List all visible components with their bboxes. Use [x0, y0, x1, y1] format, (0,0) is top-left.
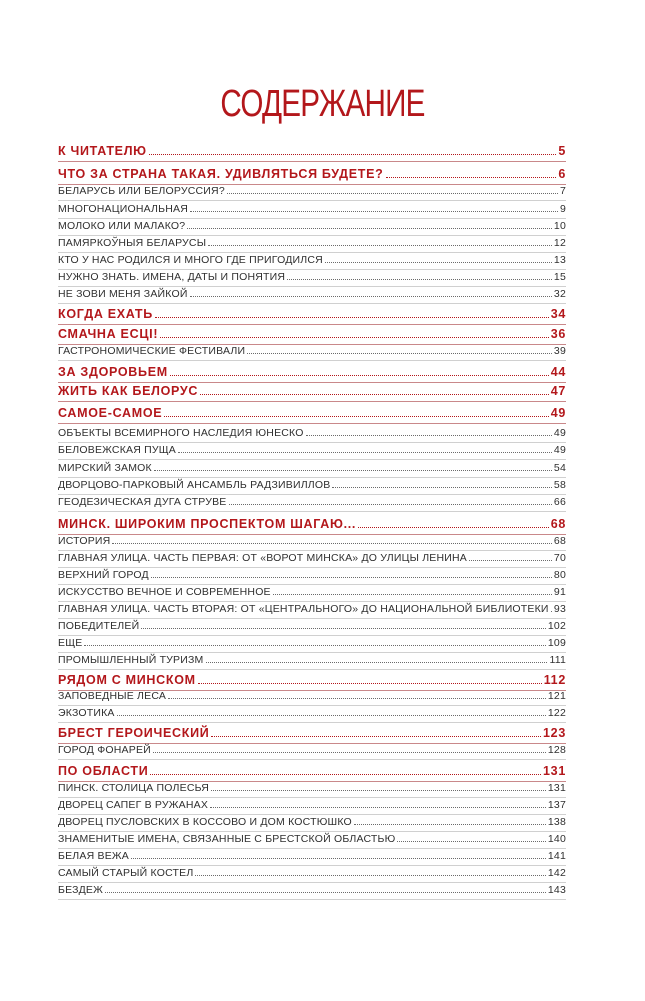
- dot-leader: [153, 752, 546, 753]
- entry-title: ДВОРЦОВО-ПАРКОВЫЙ АНСАМБЛЬ РАДЗИВИЛЛОВ: [58, 479, 331, 491]
- dot-leader: [178, 452, 552, 453]
- entry-title: ГЛАВНАЯ УЛИЦА. ЧАСТЬ ВТОРАЯ: ОТ «ЦЕНТРАЛЬНОГО» ДО НАЦИОНАЛЬНОЙ БИБЛИОТЕКИ: [58, 603, 549, 615]
- entry-page-number: 12: [553, 237, 566, 249]
- dot-leader: [397, 841, 545, 842]
- entry-page-number: 66: [553, 496, 566, 508]
- toc-subsection-entry[interactable]: [58, 744, 566, 756]
- toc-subsection-entry[interactable]: [58, 220, 566, 232]
- entry-title: ЖИТЬ КАК БЕЛОРУС: [58, 384, 199, 398]
- row-divider: [58, 269, 566, 270]
- row-divider: [58, 477, 566, 478]
- toc-subsection-entry[interactable]: [58, 799, 566, 811]
- dot-leader: [332, 487, 551, 488]
- row-divider: [58, 286, 566, 287]
- row-divider: [58, 601, 566, 602]
- dot-leader: [105, 892, 546, 893]
- dot-leader: [208, 245, 552, 246]
- dot-leader: [325, 262, 552, 263]
- dot-leader: [306, 435, 552, 436]
- toc-section-entry[interactable]: [58, 167, 566, 181]
- dot-leader: [273, 594, 552, 595]
- entry-title: ЕЩЕ: [58, 637, 83, 649]
- toc-subsection-entry[interactable]: [58, 254, 566, 266]
- entry-page-number: 102: [547, 620, 566, 632]
- entry-page-number: 15: [553, 271, 566, 283]
- entry-page-number: 140: [547, 833, 566, 845]
- entry-title: ЭКЗОТИКА: [58, 707, 115, 719]
- entry-title: САМЫЙ СТАРЫЙ КОСТЕЛ: [58, 867, 194, 879]
- entry-page-number: 49: [550, 406, 566, 420]
- dot-leader: [168, 698, 546, 699]
- row-divider: [58, 161, 566, 162]
- dot-leader: [551, 611, 552, 612]
- toc-subsection-entry[interactable]: [58, 444, 566, 456]
- entry-page-number: 32: [553, 288, 566, 300]
- toc-subsection-entry[interactable]: [58, 552, 566, 564]
- toc-section-entry[interactable]: [58, 517, 566, 531]
- entry-page-number: 68: [550, 517, 566, 531]
- entry-title: ГЕОДЕЗИЧЕСКАЯ ДУГА СТРУВЕ: [58, 496, 227, 508]
- row-divider: [58, 200, 566, 201]
- entry-page-number: 123: [543, 726, 566, 740]
- dot-leader: [150, 774, 541, 775]
- toc-subsection-entry[interactable]: [58, 479, 566, 491]
- row-divider: [58, 848, 566, 849]
- entry-title: БРЕСТ ГЕРОИЧЕСКИЙ: [58, 726, 210, 740]
- entry-page-number: 36: [550, 327, 566, 341]
- dot-leader: [200, 394, 549, 395]
- dot-leader: [190, 211, 558, 212]
- entry-title: К ЧИТАТЕЛЮ: [58, 144, 147, 158]
- entry-title: БЕЛОВЕЖСКАЯ ПУЩА: [58, 444, 177, 456]
- entry-title: НУЖНО ЗНАТЬ. ИМЕНА, ДАТЫ И ПОНЯТИЯ: [58, 271, 286, 283]
- entry-page-number: 138: [547, 816, 566, 828]
- dot-leader: [187, 228, 552, 229]
- entry-title: ГАСТРОНОМИЧЕСКИЕ ФЕСТИВАЛИ: [58, 345, 246, 357]
- dot-leader: [190, 296, 552, 297]
- toc-subsection-entry[interactable]: [58, 288, 566, 300]
- entry-page-number: 143: [547, 884, 566, 896]
- row-divider: [58, 252, 566, 253]
- entry-title: ИСКУССТВО ВЕЧНОЕ И СОВРЕМЕННОЕ: [58, 586, 271, 598]
- dot-leader: [112, 543, 551, 544]
- toc-section-entry[interactable]: [58, 384, 566, 398]
- row-divider: [58, 382, 566, 383]
- entry-page-number: 39: [553, 345, 566, 357]
- entry-title: ИСТОРИЯ: [58, 535, 111, 547]
- toc-subsection-entry[interactable]: [58, 637, 566, 649]
- entry-title: ЗА ЗДОРОВЬЕМ: [58, 365, 168, 379]
- row-divider: [58, 797, 566, 798]
- toc-section-entry[interactable]: [58, 726, 566, 740]
- toc-subsection-entry[interactable]: [58, 271, 566, 283]
- entry-page-number: 91: [553, 586, 566, 598]
- row-divider: [58, 865, 566, 866]
- toc-section-entry[interactable]: [58, 365, 566, 379]
- entry-title: СМАЧНА ЕСЦІ!: [58, 327, 159, 341]
- dot-leader: [160, 337, 548, 338]
- entry-title: ЧТО ЗА СТРАНА ТАКАЯ. УДИВЛЯТЬСЯ БУДЕТЕ?: [58, 167, 384, 181]
- row-divider: [58, 882, 566, 883]
- toc-subsection-entry[interactable]: [58, 850, 566, 862]
- row-divider: [58, 705, 566, 706]
- dot-leader: [358, 527, 549, 528]
- toc-subsection-entry[interactable]: [58, 884, 566, 896]
- toc-subsection-entry[interactable]: [58, 237, 566, 249]
- page-title: СОДЕРЖАНИЕ: [220, 83, 425, 125]
- entry-title: БЕЗДЕЖ: [58, 884, 104, 896]
- entry-title: ОБЪЕКТЫ ВСЕМИРНОГО НАСЛЕДИЯ ЮНЕСКО: [58, 427, 304, 439]
- entry-title: ПОБЕДИТЕЛЕЙ: [58, 620, 140, 632]
- entry-title: КТО У НАС РОДИЛСЯ И МНОГО ГДЕ ПРИГОДИЛСЯ: [58, 254, 323, 266]
- row-divider: [58, 584, 566, 585]
- toc-subsection-entry[interactable]: [58, 707, 566, 719]
- toc-subsection-entry[interactable]: [58, 569, 566, 581]
- toc-subsection-entry[interactable]: [58, 535, 566, 547]
- row-divider: [58, 511, 566, 512]
- entry-title: ЗНАМЕНИТЫЕ ИМЕНА, СВЯЗАННЫЕ С БРЕСТСКОЙ ОБЛАСТЬЮ: [58, 833, 396, 845]
- entry-title: БЕЛАЯ ВЕЖА: [58, 850, 129, 862]
- dot-leader: [141, 628, 546, 629]
- dot-leader: [210, 807, 546, 808]
- entry-title: РЯДОМ С МИНСКОМ: [58, 673, 196, 687]
- entry-title: КОГДА ЕХАТЬ: [58, 307, 153, 321]
- row-divider: [58, 618, 566, 619]
- row-divider: [58, 423, 566, 424]
- entry-page-number: 13: [553, 254, 566, 266]
- toc-subsection-entry[interactable]: [58, 462, 566, 474]
- entry-page-number: 44: [550, 365, 566, 379]
- toc-subsection-entry[interactable]: [58, 185, 566, 197]
- row-divider: [58, 759, 566, 760]
- dot-leader: [206, 662, 548, 663]
- toc-subsection-entry[interactable]: [58, 654, 566, 666]
- entry-page-number: 112: [543, 673, 566, 687]
- entry-title: САМОЕ-САМОЕ: [58, 406, 163, 420]
- entry-page-number: 142: [547, 867, 566, 879]
- dot-leader: [287, 279, 552, 280]
- row-divider: [58, 814, 566, 815]
- dot-leader: [84, 645, 545, 646]
- row-divider: [58, 550, 566, 551]
- row-divider: [58, 669, 566, 670]
- entry-title: МИРСКИЙ ЗАМОК: [58, 462, 152, 474]
- toc-subsection-entry[interactable]: [58, 203, 566, 215]
- row-divider: [58, 235, 566, 236]
- entry-title: МИНСК. ШИРОКИМ ПРОСПЕКТОМ ШАГАЮ...: [58, 517, 357, 531]
- dot-leader: [155, 317, 549, 318]
- row-divider: [58, 722, 566, 723]
- row-divider: [58, 360, 566, 361]
- toc-subsection-entry[interactable]: [58, 586, 566, 598]
- entry-page-number: 80: [553, 569, 566, 581]
- entry-title: БЕЛАРУСЬ ИЛИ БЕЛОРУССИЯ?: [58, 185, 225, 197]
- entry-title: ВЕРХНИЙ ГОРОД: [58, 569, 149, 581]
- entry-page-number: 93: [553, 603, 566, 615]
- entry-page-number: 109: [547, 637, 566, 649]
- entry-page-number: 122: [547, 707, 566, 719]
- row-divider: [58, 303, 566, 304]
- entry-page-number: 70: [553, 552, 566, 564]
- toc-subsection-entry[interactable]: [58, 496, 566, 508]
- dot-leader: [151, 577, 552, 578]
- toc-section-entry[interactable]: [58, 144, 566, 158]
- toc-subsection-entry[interactable]: [58, 620, 566, 632]
- row-divider: [58, 652, 566, 653]
- dot-leader: [386, 177, 557, 178]
- toc-section-entry[interactable]: [58, 307, 566, 321]
- dot-leader: [131, 858, 546, 859]
- row-divider: [58, 324, 566, 325]
- dot-leader: [164, 416, 548, 417]
- entry-title: ПРОМЫШЛЕННЫЙ ТУРИЗМ: [58, 654, 204, 666]
- toc-subsection-entry[interactable]: [58, 345, 566, 357]
- entry-page-number: 68: [553, 535, 566, 547]
- row-divider: [58, 442, 566, 443]
- entry-page-number: 49: [553, 444, 566, 456]
- row-divider: [58, 459, 566, 460]
- dot-leader: [195, 875, 545, 876]
- dot-leader: [154, 470, 552, 471]
- dot-leader: [354, 824, 546, 825]
- entry-page-number: 137: [547, 799, 566, 811]
- dot-leader: [469, 560, 552, 561]
- dot-leader: [211, 736, 541, 737]
- dot-leader: [229, 504, 552, 505]
- toc-subsection-entry[interactable]: [58, 782, 566, 794]
- row-divider: [58, 635, 566, 636]
- toc-subsection-entry[interactable]: [58, 867, 566, 879]
- entry-title: ПО ОБЛАСТИ: [58, 764, 149, 778]
- dot-leader: [170, 375, 549, 376]
- row-divider: [58, 567, 566, 568]
- dot-leader: [247, 353, 552, 354]
- toc-section-entry[interactable]: [58, 327, 566, 341]
- entry-page-number: 141: [547, 850, 566, 862]
- toc-subsection-entry[interactable]: [58, 833, 566, 845]
- entry-title: ЗАПОВЕДНЫЕ ЛЕСА: [58, 690, 167, 702]
- toc-subsection-entry[interactable]: [58, 603, 566, 615]
- entry-page-number: 6: [558, 167, 566, 181]
- entry-title: ГОРОД ФОНАРЕЙ: [58, 744, 151, 756]
- entry-page-number: 54: [553, 462, 566, 474]
- toc-subsection-entry[interactable]: [58, 816, 566, 828]
- entry-title: ГЛАВНАЯ УЛИЦА. ЧАСТЬ ПЕРВАЯ: ОТ «ВОРОТ МИНСКА» ДО УЛИЦЫ ЛЕНИНА: [58, 552, 468, 564]
- entry-page-number: 47: [550, 384, 566, 398]
- toc-subsection-entry[interactable]: [58, 427, 566, 439]
- row-divider: [58, 831, 566, 832]
- entry-page-number: 131: [543, 764, 566, 778]
- toc-section-entry[interactable]: [58, 673, 566, 687]
- entry-page-number: 49: [553, 427, 566, 439]
- entry-title: ДВОРЕЦ ПУСЛОВСКИХ В КОССОВО И ДОМ КОСТЮШКО: [58, 816, 352, 828]
- row-divider: [58, 899, 566, 900]
- entry-page-number: 10: [553, 220, 566, 232]
- dot-leader: [117, 715, 546, 716]
- entry-page-number: 111: [549, 654, 566, 666]
- entry-page-number: 121: [547, 690, 566, 702]
- toc-section-entry[interactable]: [58, 406, 566, 420]
- entry-title: МНОГОНАЦИОНАЛЬНАЯ: [58, 203, 188, 215]
- dot-leader: [149, 154, 557, 155]
- entry-page-number: 7: [559, 185, 566, 197]
- dot-leader: [211, 790, 546, 791]
- entry-title: ПАМЯРКОЎНЫЯ БЕЛАРУСЫ: [58, 237, 207, 249]
- toc-subsection-entry[interactable]: [58, 690, 566, 702]
- row-divider: [58, 494, 566, 495]
- row-divider: [58, 401, 566, 402]
- entry-title: ДВОРЕЦ САПЕГ В РУЖАНАХ: [58, 799, 209, 811]
- entry-title: НЕ ЗОВИ МЕНЯ ЗАЙКОЙ: [58, 288, 188, 300]
- dot-leader: [227, 193, 558, 194]
- entry-title: ПИНСК. СТОЛИЦА ПОЛЕСЬЯ: [58, 782, 210, 794]
- entry-page-number: 9: [559, 203, 566, 215]
- row-divider: [58, 218, 566, 219]
- entry-title: МОЛОКО ИЛИ МАЛАКО?: [58, 220, 186, 232]
- entry-page-number: 131: [547, 782, 566, 794]
- entry-page-number: 34: [550, 307, 566, 321]
- entry-page-number: 58: [553, 479, 566, 491]
- toc-section-entry[interactable]: [58, 764, 566, 778]
- dot-leader: [198, 683, 542, 684]
- entry-page-number: 128: [547, 744, 566, 756]
- entry-page-number: 5: [558, 144, 566, 158]
